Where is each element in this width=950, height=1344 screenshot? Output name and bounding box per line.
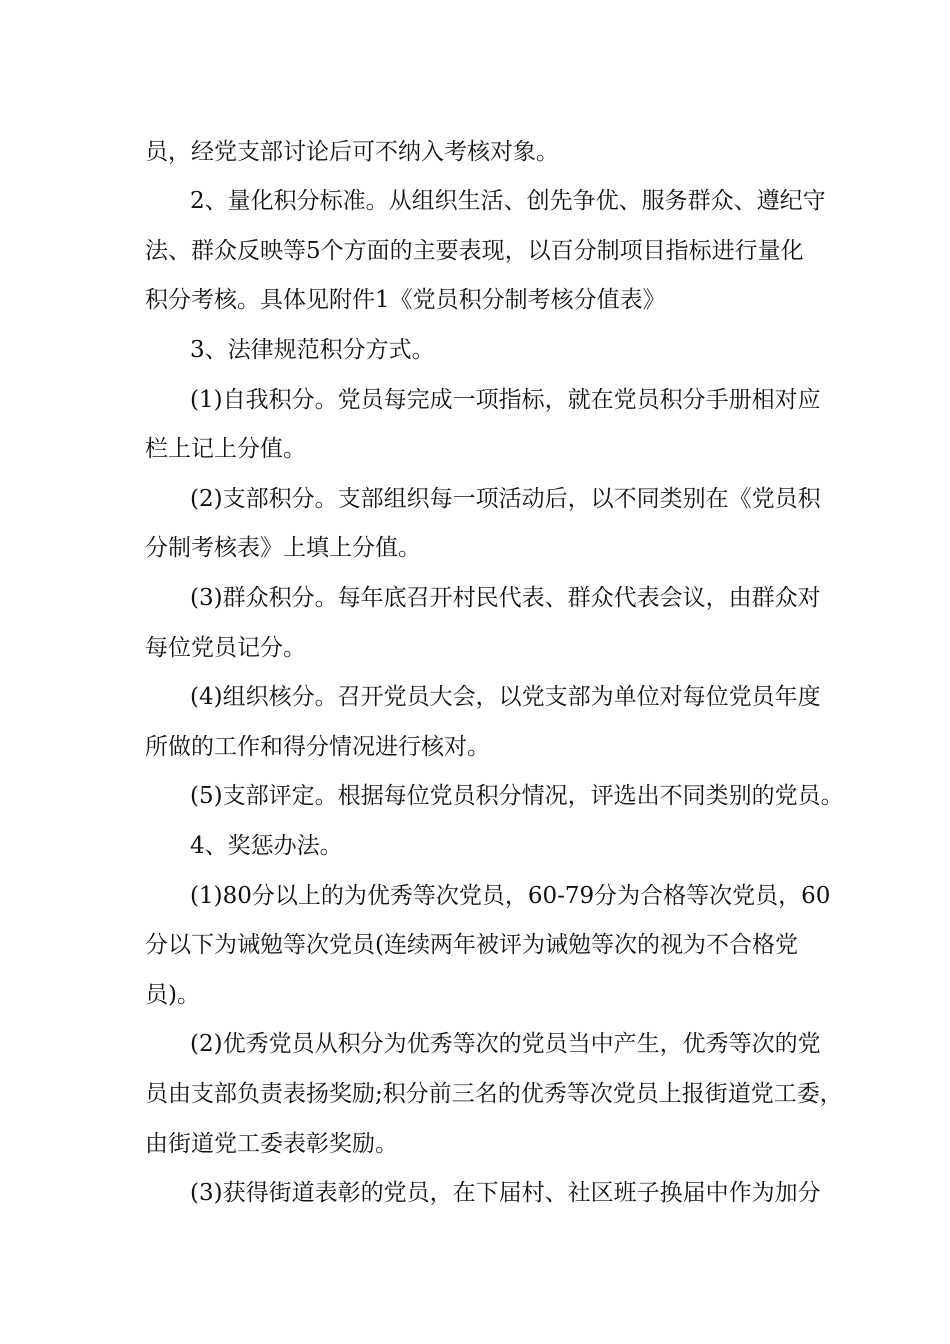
- text-line: (3)获得街道表彰的党员，在下届村、社区班子换届中作为加分: [190, 1180, 821, 1206]
- text-line: 分以下为诫勉等次党员(连续两年被评为诫勉等次的视为不合格党: [145, 932, 798, 958]
- text-line: 栏上记上分值。: [145, 436, 306, 462]
- text-line: 3、法律规范积分方式。: [190, 337, 435, 363]
- text-line: 每位党员记分。: [145, 635, 306, 661]
- text-line: 分制考核表》上填上分值。: [145, 535, 421, 561]
- text-line: 2、量化积分标准。从组织生活、创先争优、服务群众、遵纪守: [190, 188, 826, 214]
- text-line: 员)。: [145, 982, 200, 1008]
- text-line: 员由支部负责表扬奖励;积分前三名的优秀等次党员上报街道党工委，: [145, 1081, 843, 1107]
- text-line: (1)80分以上的为优秀等次党员，60-79分为合格等次党员，60: [190, 883, 831, 909]
- text-line: 由街道党工委表彰奖励。: [145, 1131, 398, 1157]
- text-line: (5)支部评定。根据每位党员积分情况，评选出不同类别的党员。: [190, 783, 844, 809]
- text-line: 4、奖惩办法。: [190, 833, 343, 859]
- text-line: (3)群众积分。每年底召开村民代表、群众代表会议，由群众对: [190, 585, 821, 611]
- text-line: (4)组织核分。召开党员大会，以党支部为单位对每位党员年度: [190, 684, 821, 710]
- text-line: 积分考核。具体见附件1《党员积分制考核分值表》: [145, 287, 666, 313]
- text-line: 所做的工作和得分情况进行核对。: [145, 734, 490, 760]
- text-line: (1)自我积分。党员每完成一项指标，就在党员积分手册相对应: [190, 387, 821, 413]
- text-line: 法、群众反映等5个方面的主要表现，以百分制项目指标进行量化: [145, 238, 804, 264]
- text-line: (2)支部积分。支部组织每一项活动后，以不同类别在《党员积: [190, 486, 821, 512]
- text-line: (2)优秀党员从积分为优秀等次的党员当中产生，优秀等次的党: [190, 1031, 821, 1057]
- text-line: 员，经党支部讨论后可不纳入考核对象。: [145, 139, 559, 165]
